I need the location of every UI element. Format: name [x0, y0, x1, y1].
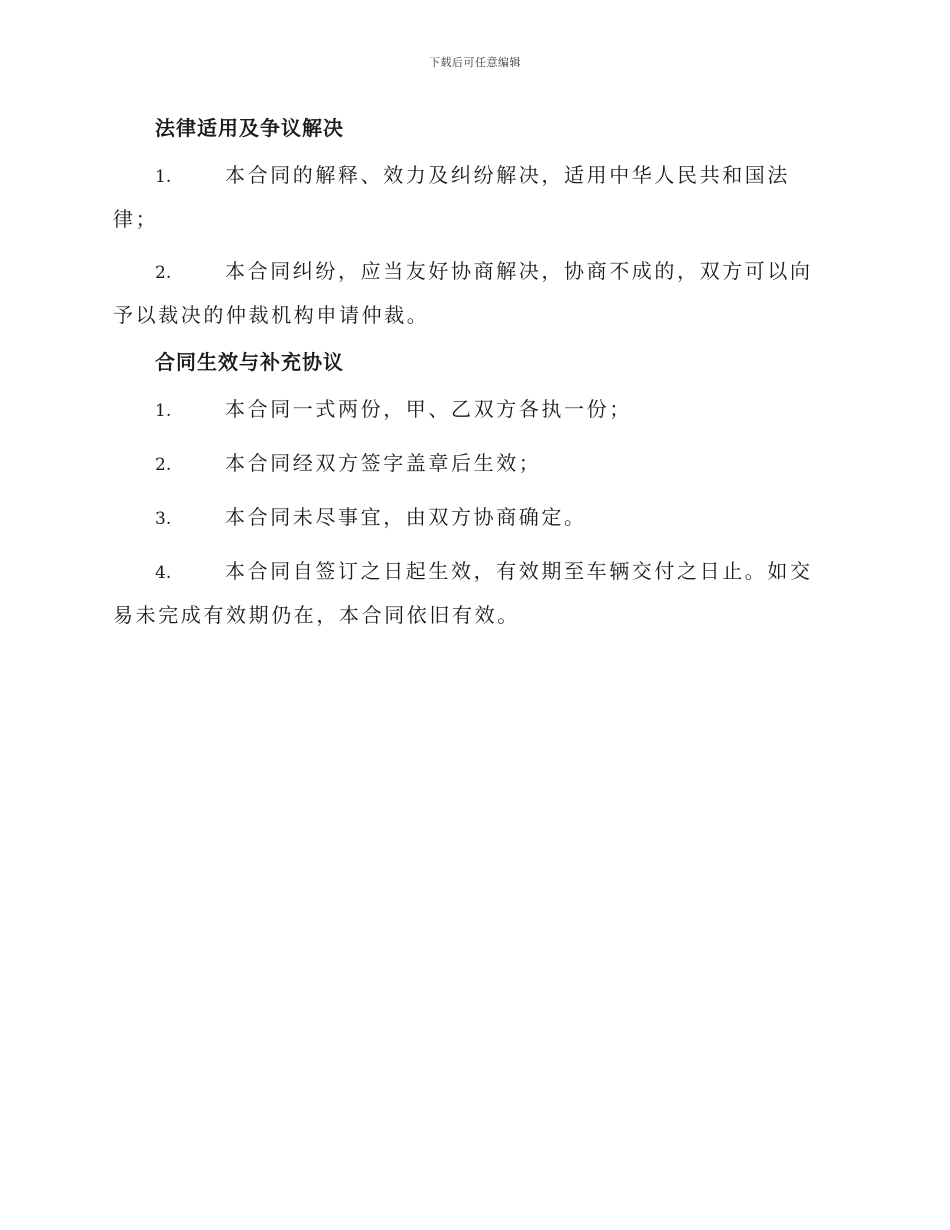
section-heading-effect: 合同生效与补充协议 [155, 350, 344, 374]
clause-number: 2. [155, 263, 172, 283]
clause-text: 本合同的解释、效力及纠纷解决，适用中华人民共和国法律； [113, 163, 790, 231]
clause-text: 本合同自签订之日起生效，有效期至车辆交付之日止。如交易未完成有效期仍在，本合同依旧有效。 [113, 559, 813, 627]
clause-text: 本合同未尽事宜，由双方协商确定。 [225, 505, 587, 529]
clause-number: 2. [155, 455, 172, 475]
section-heading-law: 法律适用及争议解决 [155, 116, 344, 140]
clause-number: 1. [155, 167, 172, 187]
clause-text: 本合同一式两份，甲、乙双方各执一份； [225, 397, 632, 421]
document-body [113, 112, 835, 646]
clause-number: 1. [155, 401, 172, 421]
clause-effect-4 [113, 550, 835, 636]
clause-law-2 [113, 250, 835, 336]
clause-effect-3 [113, 496, 835, 540]
clause-number: 4. [155, 563, 172, 583]
clause-law-1 [113, 154, 835, 240]
clause-effect-2 [113, 442, 835, 486]
page-header: 下载后可任意编辑 [429, 56, 521, 69]
clause-text: 本合同纠纷，应当友好协商解决，协商不成的，双方可以向予以裁决的仲裁机构申请仲裁。 [113, 259, 813, 327]
clause-effect-1 [113, 388, 835, 432]
clause-number: 3. [155, 509, 172, 529]
clause-text: 本合同经双方签字盖章后生效； [225, 451, 542, 475]
